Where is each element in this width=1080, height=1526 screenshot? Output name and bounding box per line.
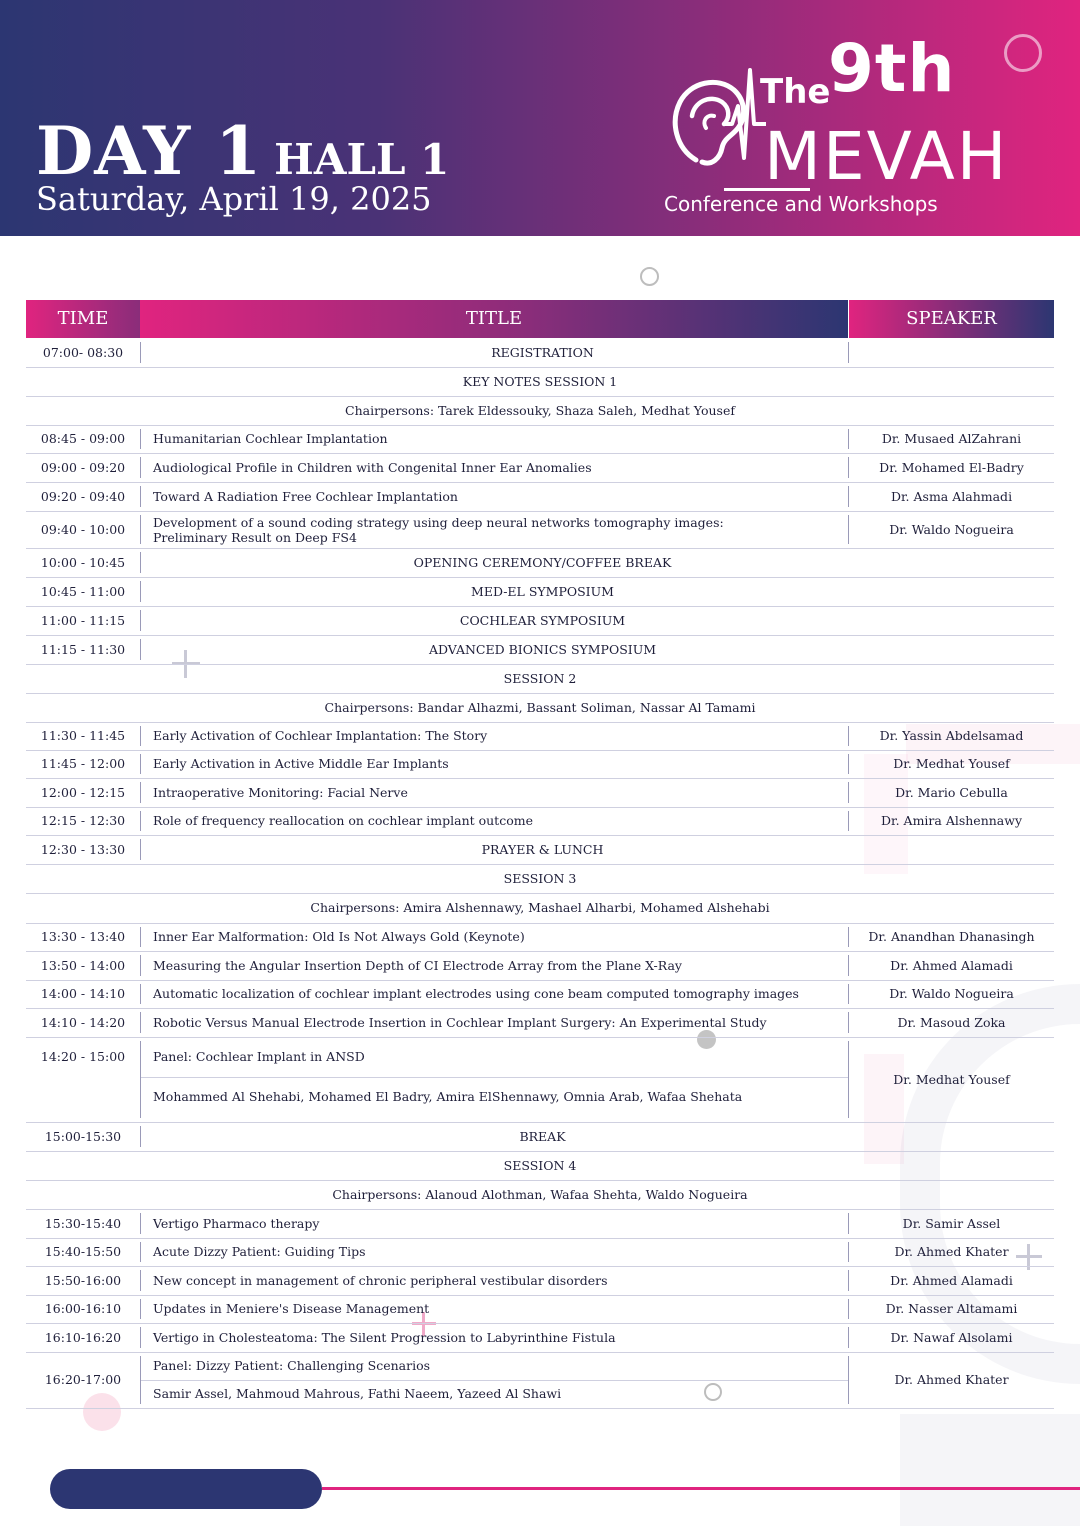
talk-title: Inner Ear Malformation: Old Is Not Always Gold (Keynote) <box>153 929 525 944</box>
talk-title: Vertigo Pharmaco therapy <box>153 1216 320 1231</box>
speaker-cell: Dr. Nawaf Alsolami <box>890 1330 1013 1345</box>
logo-mevah: MEVAH <box>764 118 1009 195</box>
panel-title: Panel: Dizzy Patient: Challenging Scenarios <box>153 1358 431 1373</box>
table-row <box>26 951 1054 981</box>
table-row <box>26 722 1054 751</box>
time-cell: 15:30-15:40 <box>44 1216 122 1231</box>
time-cell: 14:00 - 14:10 <box>40 986 126 1001</box>
column-divider <box>140 839 141 860</box>
table-row <box>26 1323 1054 1353</box>
panel-inner-divider <box>140 1077 848 1078</box>
day-label: DAY 1 <box>36 112 263 190</box>
speaker-cell: Dr. Medhat Yousef <box>893 756 1010 771</box>
talk-title: Early Activation of Cochlear Implantation: The Story <box>153 728 488 743</box>
column-divider <box>140 1041 141 1118</box>
logo-the: The <box>760 72 831 112</box>
column-divider <box>140 1126 141 1147</box>
table-row <box>26 1180 1054 1210</box>
time-cell: 16:20-17:00 <box>44 1372 122 1387</box>
time-cell: 11:15 - 11:30 <box>40 642 126 657</box>
table-row <box>26 425 1054 454</box>
time-cell: 11:45 - 12:00 <box>40 756 126 771</box>
column-header-time: TIME <box>26 300 140 338</box>
talk-title: Intraoperative Monitoring: Facial Nerve <box>153 785 408 800</box>
speaker-cell: Dr. Musaed AlZahrani <box>881 431 1022 446</box>
time-cell: 15:00-15:30 <box>44 1129 122 1144</box>
talk-title: Early Activation in Active Middle Ear Implants <box>153 756 449 771</box>
column-divider <box>848 927 849 947</box>
session-label: KEY NOTES SESSION 1 <box>462 374 618 389</box>
conference-logo <box>660 30 1060 226</box>
table-row <box>26 606 1054 636</box>
time-cell: 11:30 - 11:45 <box>40 728 126 743</box>
talk-title: New concept in management of chronic peripheral vestibular disorders <box>153 1273 608 1288</box>
table-row <box>26 548 1054 578</box>
table-row <box>26 482 1054 512</box>
talk-title: Humanitarian Cochlear Implantation <box>153 431 388 446</box>
time-cell: 13:50 - 14:00 <box>40 958 126 973</box>
session-label: Chairpersons: Tarek Eldessouky, Shaza Saleh, Medhat Yousef <box>345 403 735 418</box>
column-divider <box>140 1270 141 1291</box>
column-divider <box>140 1242 141 1262</box>
column-divider <box>140 1299 141 1319</box>
column-divider <box>140 782 141 803</box>
speaker-cell: Dr. Ahmed Alamadi <box>890 1273 1013 1288</box>
time-cell: 12:30 - 13:30 <box>40 842 126 857</box>
table-row <box>26 1008 1054 1038</box>
speaker-cell: Dr. Yassin Abdelsamad <box>879 728 1024 743</box>
speaker-cell: Dr. Waldo Nogueira <box>889 986 1014 1001</box>
time-cell: 10:45 - 11:00 <box>40 584 126 599</box>
column-divider <box>140 955 141 976</box>
speaker-cell: Dr. Medhat Yousef <box>893 1072 1010 1087</box>
panel-members: Mohammed Al Shehabi, Mohamed El Badry, Amira ElShennawy, Omnia Arab, Wafaa Shehata <box>153 1089 743 1104</box>
table-row <box>26 693 1054 723</box>
event-label: COCHLEAR SYMPOSIUM <box>459 613 626 628</box>
talk-title: Audiological Profile in Children with Congenital Inner Ear Anomalies <box>153 460 592 475</box>
talk-title: Development of a sound coding strategy using deep neural networks tomography images: <box>153 515 724 530</box>
table-row <box>26 923 1054 952</box>
table-row <box>26 367 1054 397</box>
panel-members: Samir Assel, Mahmoud Mahrous, Fathi Naeem, Yazeed Al Shawi <box>153 1386 562 1401</box>
speaker-cell: Dr. Asma Alahmadi <box>890 489 1013 504</box>
column-divider <box>140 552 141 573</box>
speaker-cell: Dr. Ahmed Khater <box>894 1244 1009 1259</box>
ear-heartbeat-icon <box>662 62 772 192</box>
table-row <box>26 1295 1054 1324</box>
table-row <box>26 1037 1054 1123</box>
event-label: PRAYER & LUNCH <box>481 842 604 857</box>
table-row <box>26 1352 1054 1409</box>
table-row <box>26 980 1054 1009</box>
table-row <box>26 1266 1054 1296</box>
column-divider <box>848 429 849 449</box>
column-divider <box>140 1356 141 1404</box>
hall-label: HALL 1 <box>274 135 450 184</box>
time-cell: 08:45 - 09:00 <box>40 431 126 446</box>
speaker-cell: Dr. Mario Cebulla <box>895 785 1008 800</box>
talk-title: Role of frequency reallocation on cochlear implant outcome <box>153 813 533 828</box>
table-row <box>26 835 1054 865</box>
table-row <box>26 511 1054 549</box>
time-cell: 15:50-16:00 <box>44 1273 122 1288</box>
event-label: REGISTRATION <box>491 345 594 360</box>
ring-decoration-icon <box>1004 34 1042 72</box>
session-label: Chairpersons: Alanoud Alothman, Wafaa Shehta, Waldo Nogueira <box>332 1187 748 1202</box>
time-cell: 14:10 - 14:20 <box>40 1015 126 1030</box>
footer-line <box>322 1487 1080 1490</box>
table-row <box>26 396 1054 426</box>
column-divider <box>140 581 141 602</box>
column-divider <box>140 457 141 478</box>
column-divider <box>848 1327 849 1348</box>
time-cell: 15:40-15:50 <box>44 1244 122 1259</box>
table-row <box>26 750 1054 779</box>
table-row <box>26 1238 1054 1267</box>
event-label: ADVANCED BIONICS SYMPOSIUM <box>428 642 657 657</box>
speaker-cell: Dr. Ahmed Alamadi <box>890 958 1013 973</box>
column-divider <box>848 955 849 976</box>
column-divider <box>140 429 141 449</box>
event-label: MED-EL SYMPOSIUM <box>471 584 614 599</box>
column-divider <box>848 1041 849 1118</box>
column-divider <box>140 1327 141 1348</box>
session-label: Chairpersons: Amira Alshennawy, Mashael Alharbi, Mohamed Alshehabi <box>310 900 770 915</box>
column-divider <box>848 1242 849 1262</box>
column-divider <box>848 1270 849 1291</box>
column-divider <box>848 726 849 746</box>
time-cell: 16:10-16:20 <box>44 1330 122 1345</box>
session-label: SESSION 3 <box>503 871 577 886</box>
column-divider <box>140 1213 141 1234</box>
table-row <box>26 1122 1054 1152</box>
talk-title: Acute Dizzy Patient: Guiding Tips <box>153 1244 366 1259</box>
column-divider <box>140 515 141 544</box>
talk-title-continued: Preliminary Result on Deep FS4 <box>153 530 357 545</box>
column-divider <box>848 984 849 1004</box>
column-divider <box>848 486 849 507</box>
column-divider <box>848 342 849 363</box>
column-divider <box>140 927 141 947</box>
column-divider <box>848 1356 849 1404</box>
column-divider <box>140 639 141 660</box>
time-cell: 16:00-16:10 <box>44 1301 122 1316</box>
talk-title: Robotic Versus Manual Electrode Insertion in Cochlear Implant Surgery: An Experimental Study <box>153 1015 767 1030</box>
column-divider <box>848 457 849 478</box>
column-divider <box>848 754 849 774</box>
logo-ninth: 9th <box>828 30 956 107</box>
time-cell: 09:40 - 10:00 <box>40 522 126 537</box>
footer-pill <box>50 1469 322 1509</box>
speaker-cell: Dr. Samir Assel <box>902 1216 1001 1231</box>
table-row <box>26 338 1054 368</box>
time-cell: 07:00- 08:30 <box>42 345 124 360</box>
column-divider <box>140 754 141 774</box>
speaker-cell: Dr. Anandhan Dhanasingh <box>868 929 1035 944</box>
column-divider <box>848 1213 849 1234</box>
column-divider <box>140 726 141 746</box>
speaker-cell: Dr. Waldo Nogueira <box>889 522 1014 537</box>
column-divider <box>140 486 141 507</box>
column-divider <box>848 1012 849 1033</box>
column-divider <box>140 1012 141 1033</box>
event-date: Saturday, April 19, 2025 <box>36 180 432 218</box>
speaker-cell: Dr. Nasser Altamami <box>885 1301 1018 1316</box>
time-cell: 12:00 - 12:15 <box>40 785 126 800</box>
ring-decoration-icon <box>640 267 659 286</box>
day-hall-title <box>36 112 449 190</box>
column-header-title: TITLE <box>140 300 848 338</box>
column-divider <box>848 811 849 831</box>
talk-title: Vertigo in Cholesteatoma: The Silent Progression to Labyrinthine Fistula <box>153 1330 616 1345</box>
event-label: OPENING CEREMONY/COFFEE BREAK <box>413 555 672 570</box>
session-label: SESSION 2 <box>503 671 577 686</box>
talk-title: Toward A Radiation Free Cochlear Implantation <box>153 489 458 504</box>
table-row <box>26 807 1054 836</box>
table-row <box>26 577 1054 607</box>
table-row <box>26 453 1054 483</box>
talk-title: Automatic localization of cochlear implant electrodes using cone beam computed tomography images <box>153 986 799 1001</box>
column-divider <box>848 1299 849 1319</box>
talk-title: Measuring the Angular Insertion Depth of CI Electrode Array from the Plane X-Ray <box>153 958 682 973</box>
table-row <box>26 893 1054 924</box>
table-row <box>26 864 1054 894</box>
time-cell: 11:00 - 11:15 <box>40 613 126 628</box>
event-label: BREAK <box>519 1129 566 1144</box>
table-row <box>26 635 1054 665</box>
session-label: Chairpersons: Bandar Alhazmi, Bassant Soliman, Nassar Al Tamami <box>324 700 756 715</box>
time-cell: 14:20 - 15:00 <box>40 1049 126 1064</box>
column-header-speaker: SPEAKER <box>849 300 1054 338</box>
column-divider <box>848 515 849 544</box>
column-divider <box>140 342 141 363</box>
session-label: SESSION 4 <box>503 1158 577 1173</box>
column-divider <box>848 782 849 803</box>
column-divider <box>140 811 141 831</box>
table-row <box>26 1151 1054 1181</box>
time-cell: 12:15 - 12:30 <box>40 813 126 828</box>
speaker-cell: Dr. Ahmed Khater <box>894 1372 1009 1387</box>
speaker-cell: Dr. Masoud Zoka <box>897 1015 1006 1030</box>
column-divider <box>140 610 141 631</box>
speaker-cell: Dr. Amira Alshennawy <box>880 813 1023 828</box>
column-divider <box>140 984 141 1004</box>
panel-title: Panel: Cochlear Implant in ANSD <box>153 1049 365 1064</box>
table-row <box>26 1209 1054 1239</box>
table-row <box>26 778 1054 808</box>
speaker-cell: Dr. Mohamed El-Badry <box>879 460 1024 475</box>
time-cell: 09:00 - 09:20 <box>40 460 126 475</box>
logo-subtitle: Conference and Workshops <box>664 192 938 216</box>
time-cell: 10:00 - 10:45 <box>40 555 126 570</box>
table-row <box>26 664 1054 694</box>
talk-title-block <box>153 515 849 545</box>
time-cell: 09:20 - 09:40 <box>40 489 126 504</box>
talk-title: Updates in Meniere's Disease Management <box>153 1301 430 1316</box>
time-cell: 13:30 - 13:40 <box>40 929 126 944</box>
